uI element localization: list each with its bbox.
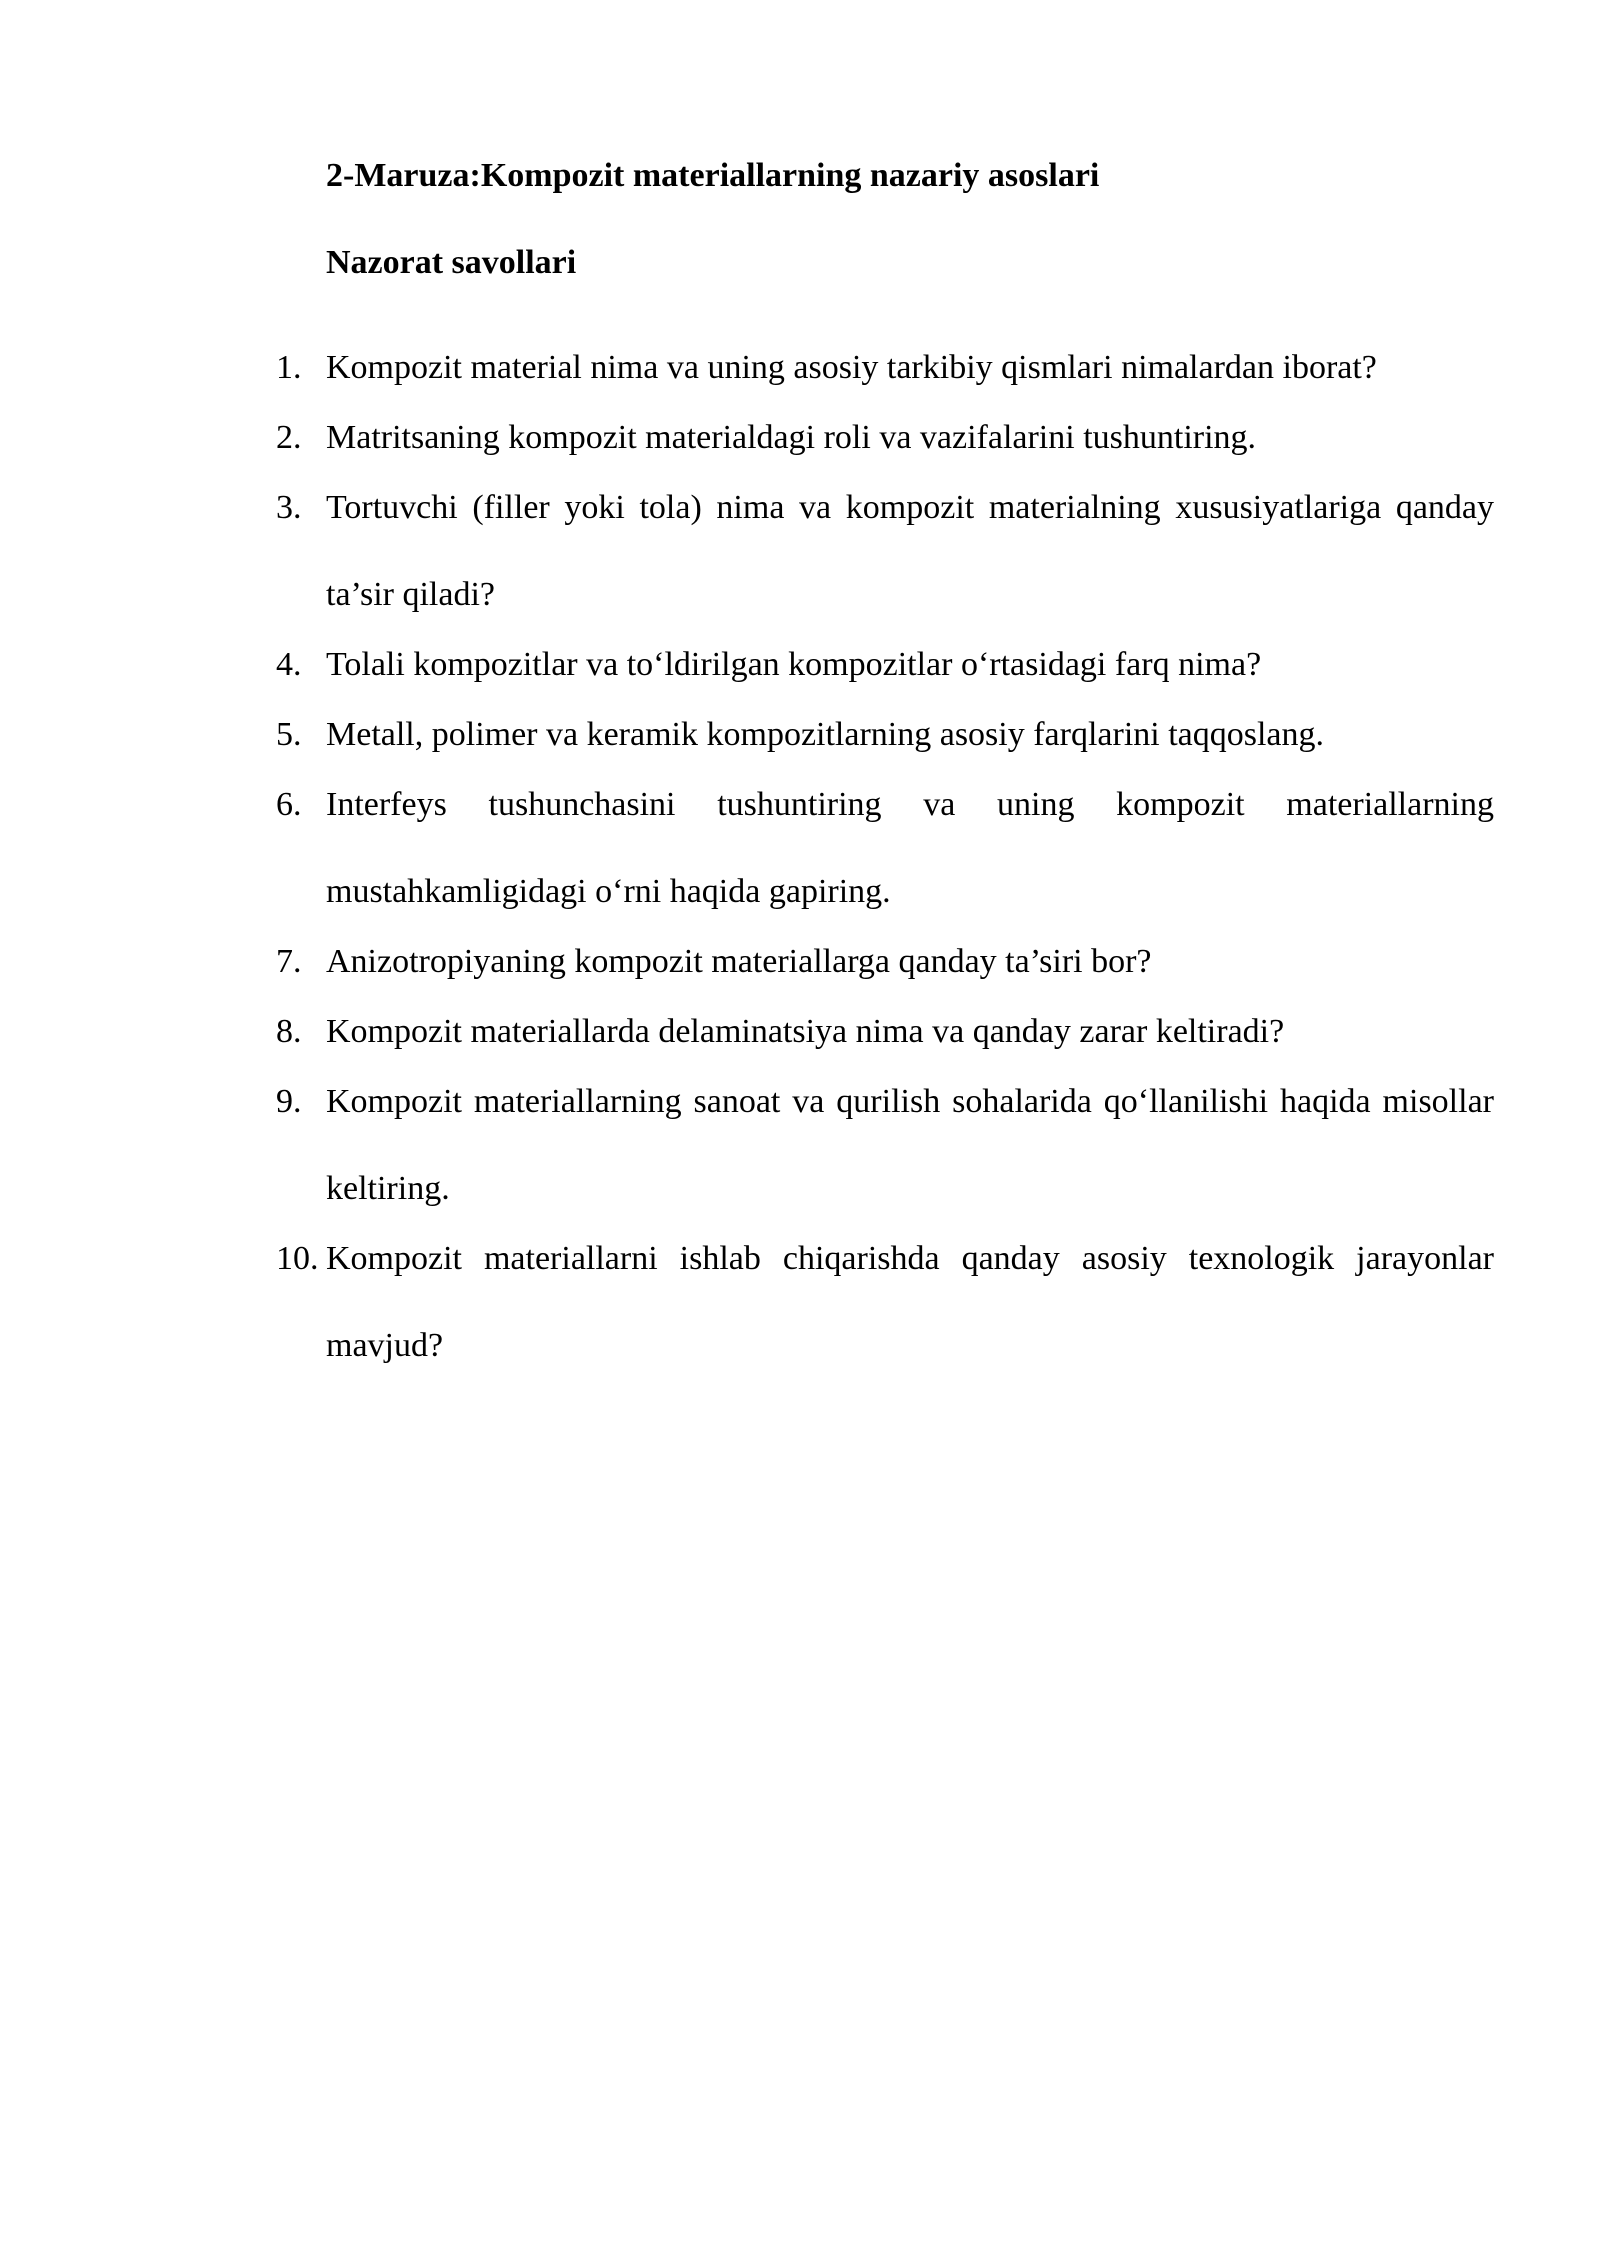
- question-text: Metall, polimer va keramik kompozitlarning asosiy farqlarini taqqoslang.: [326, 716, 1325, 753]
- lecture-title: 2-Maruza:Kompozit materiallarning nazariy asoslari: [326, 157, 1100, 194]
- question-text: Anizotropiyaning kompozit materiallarga qanday ta’siri bor?: [326, 943, 1152, 980]
- question-text: Kompozit materiallarning sanoat va qurilish sohalarida qo‘llanilishi haqida misollar keltiring.: [326, 1083, 1494, 1207]
- section-subtitle: Nazorat savollari: [326, 244, 577, 281]
- question-text: Kompozit material nima va uning asosiy tarkibiy qismlari nimalardan iborat?: [326, 349, 1377, 386]
- question-number: 5.: [276, 716, 302, 753]
- question-number: 4.: [276, 646, 302, 683]
- questions-list: [276, 324, 1494, 1389]
- question-text: Tolali kompozitlar va to‘ldirilgan kompozitlar o‘rtasidagi farq nima?: [326, 646, 1262, 683]
- question-number: 9.: [276, 1083, 302, 1120]
- question-number: 2.: [276, 419, 302, 456]
- question-number: 8.: [276, 1013, 302, 1050]
- list-item: [276, 464, 1494, 638]
- question-text: Matritsaning kompozit materialdagi roli va vazifalarini tushuntiring.: [326, 419, 1257, 456]
- question-text: Tortuvchi (filler yoki tola) nima va kompozit materialning xususiyatlariga qanday ta’sir qiladi?: [326, 489, 1494, 613]
- list-item: [276, 1215, 1494, 1389]
- question-number: 6.: [276, 786, 302, 823]
- question-text: Kompozit materiallarni ishlab chiqarishda qanday asosiy texnologik jarayonlar mavjud?: [326, 1240, 1494, 1364]
- question-number: 1.: [276, 349, 302, 386]
- document-content: [276, 150, 1494, 1389]
- question-number: 10.: [276, 1240, 319, 1277]
- question-number: 3.: [276, 489, 302, 526]
- list-item: [276, 1058, 1494, 1232]
- list-item: [276, 761, 1494, 935]
- question-number: 7.: [276, 943, 302, 980]
- question-text: Kompozit materiallarda delaminatsiya nima va qanday zarar keltiradi?: [326, 1013, 1285, 1050]
- question-text: Interfeys tushunchasini tushuntiring va uning kompozit materiallarning mustahkamligidagi o‘rni haqida gapiring.: [326, 786, 1494, 910]
